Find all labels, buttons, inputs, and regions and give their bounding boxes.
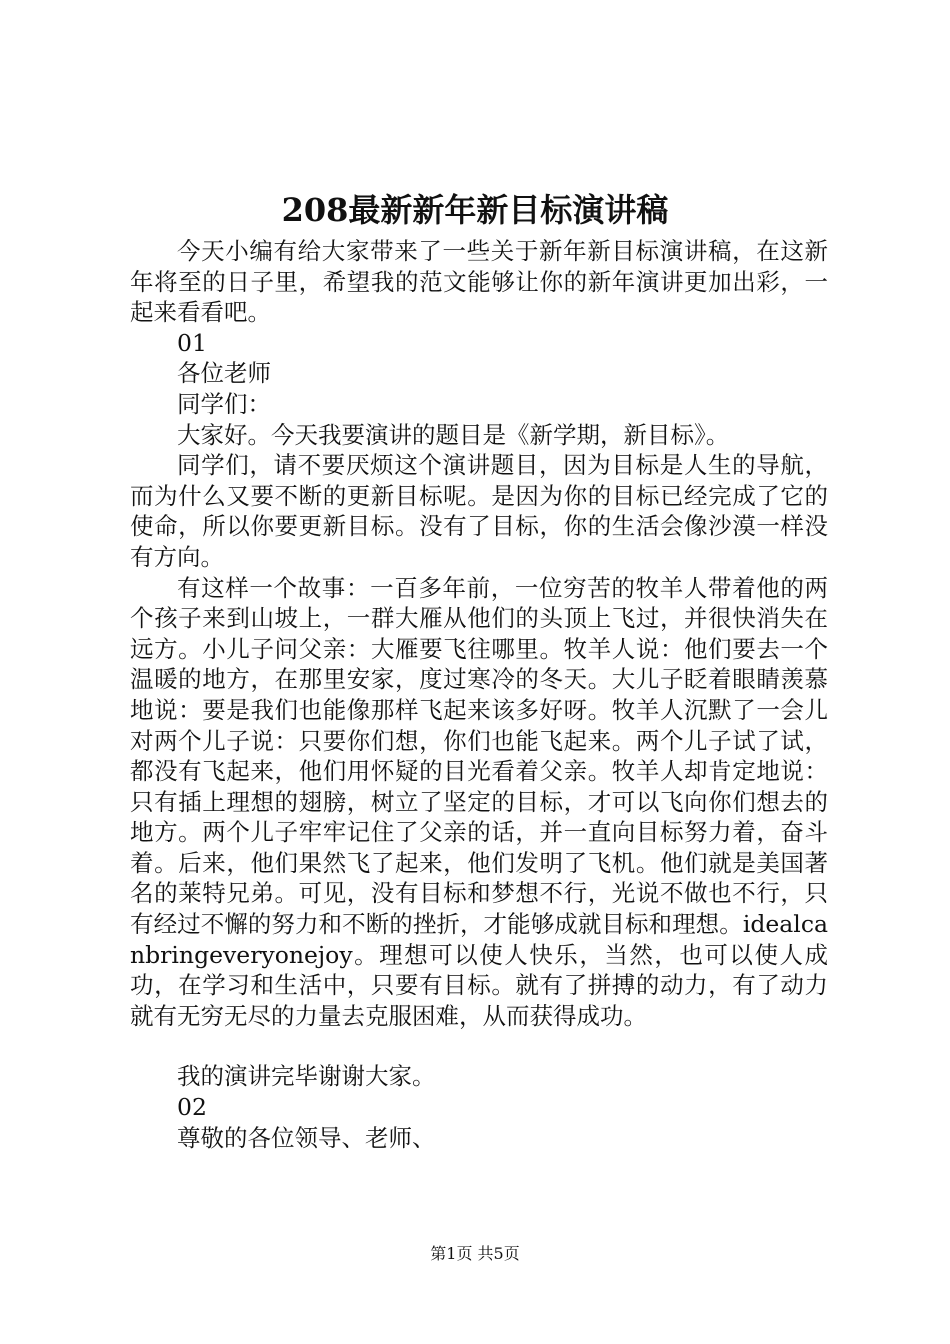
section-number-01: 01 (177, 328, 207, 357)
paragraph-goal-navigation: 同学们，请不要厌烦这个演讲题目，因为目标是人生的导航，而为什么又要不断的更新目标呢。是因为你的目标已经完成了它的使命，所以你要更新目标。没有了目标，你的生活会像沙漠一样没有方向。 (130, 451, 828, 571)
page-footer: 第1页 共5页 (430, 1244, 520, 1263)
salutation-students: 同学们： (177, 389, 271, 418)
document-body (130, 236, 828, 1153)
document-title: 208最新新年新目标演讲稿 (281, 191, 669, 229)
salutation-teachers: 各位老师 (177, 359, 271, 388)
greeting-line: 大家好。今天我要演讲的题目是《新学期，新目标》。 (177, 420, 730, 449)
section-number-02: 02 (177, 1093, 207, 1122)
intro-paragraph: 今天小编有给大家带来了一些关于新年新目标演讲稿，在这新年将至的日子里，希望我的范文能够让你的新年演讲更加出彩，一起来看看吧。 (130, 237, 828, 327)
paragraph-story: 有这样一个故事：一百多年前，一位穷苦的牧羊人带着他的两个孩子来到山坡上，一群大雁从他们的头顶上飞过，并很快消失在远方。小儿子问父亲：大雁要飞往哪里。牧羊人说：他们要去一个温暖的地方，在那里安家，度过寒冷的冬天。大儿子眨着眼睛羡慕地说：要是我们也能像那样飞起来该多好呀。牧羊人沉默了一会儿对两个儿子说：只要你们想，你们也能飞起来。两个儿子试了试，都没有飞起来，他们用怀疑的目光看着父亲。牧羊人却肯定地说：只有插上理想的翅膀，树立了坚定的目标，才可以飞向你们想去的地方。两个儿子牢牢记住了父亲的话，并一直向目标努力着，奋斗着。后来，他们果然飞了起来，他们发明了飞机。他们就是美国著名的莱特兄弟。可见，没有目标和梦想不行，光说不做也不行，只有经过不懈的努力和不断的挫折，才能够成就目标和理想。idealcanbringeveryonejoy。理想可以使人快乐，当然，也可以使人成功，在学习和生活中，只要有目标。就有了拼搏的动力，有了动力就有无穷无尽的力量去克服困难，从而获得成功。 (130, 573, 828, 1030)
closing-line: 我的演讲完毕谢谢大家。 (177, 1062, 436, 1091)
paragraph-gap (130, 1031, 828, 1061)
salutation-leaders: 尊敬的各位领导、老师、 (177, 1123, 436, 1152)
